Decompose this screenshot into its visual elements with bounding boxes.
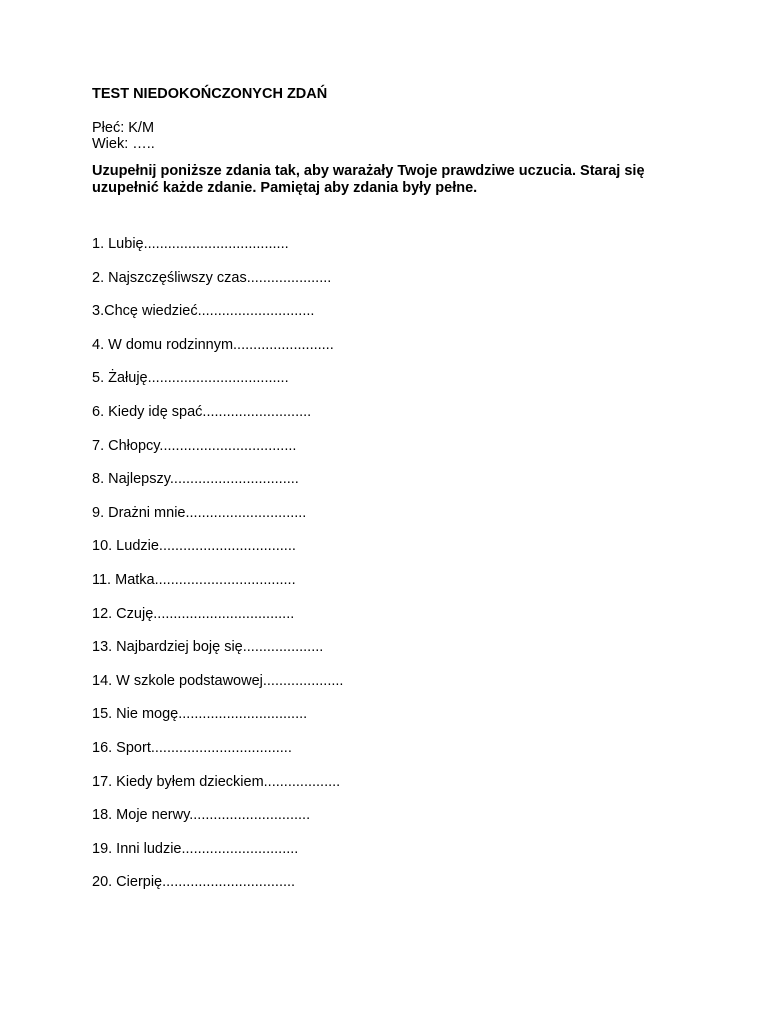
sentence-item: 12. Czuję................................... [92, 605, 295, 622]
sentence-item: 3.Chcę wiedzieć............................. [92, 303, 315, 320]
instructions-text: Uzupełnij poniższe zdania tak, aby warażały Twoje prawdziwe uczucia. Staraj się uzupełnić każde zdanie. Pamiętaj aby zdania były pełne. [92, 163, 645, 196]
gender-line: Płeć: K/M [92, 120, 155, 136]
document-title: TEST NIEDOKOŃCZONYCH ZDAŃ [92, 86, 328, 102]
sentence-item: 6. Kiedy idę spać........................... [92, 403, 312, 420]
sentence-item: 10. Ludzie.................................. [92, 538, 296, 555]
sentence-item: 8. Najlepszy................................ [92, 471, 299, 488]
sentence-item: 14. W szkole podstawowej.................... [92, 672, 344, 689]
sentence-item: 4. W domu rodzinnym......................... [92, 336, 334, 353]
sentence-item: 1. Lubię.................................... [92, 236, 289, 252]
sentence-item: 9. Drażni mnie.............................. [92, 504, 307, 521]
age-line: Wiek: ….. [92, 136, 155, 152]
sentence-item: 18. Moje nerwy.............................. [92, 807, 311, 824]
respondent-info [92, 120, 692, 152]
sentence-item: 5. Żałuję................................... [92, 370, 289, 387]
sentence-item: 20. Cierpię................................. [92, 874, 296, 891]
sentence-item: 2. Najszczęśliwszy czas..................... [92, 269, 332, 286]
sentence-item: 15. Nie mogę................................ [92, 706, 308, 723]
sentence-item: 7. Chłopcy.................................. [92, 437, 297, 454]
sentence-item: 17. Kiedy byłem dzieckiem................... [92, 773, 341, 790]
sentence-item: 11. Matka................................... [92, 571, 296, 588]
sentence-list [92, 236, 343, 908]
sentence-item: 19. Inni ludzie............................. [92, 840, 299, 857]
document-page [92, 86, 692, 891]
sentence-item: 13. Najbardziej boję się.................... [92, 639, 324, 656]
sentence-item: 16. Sport................................... [92, 739, 292, 756]
